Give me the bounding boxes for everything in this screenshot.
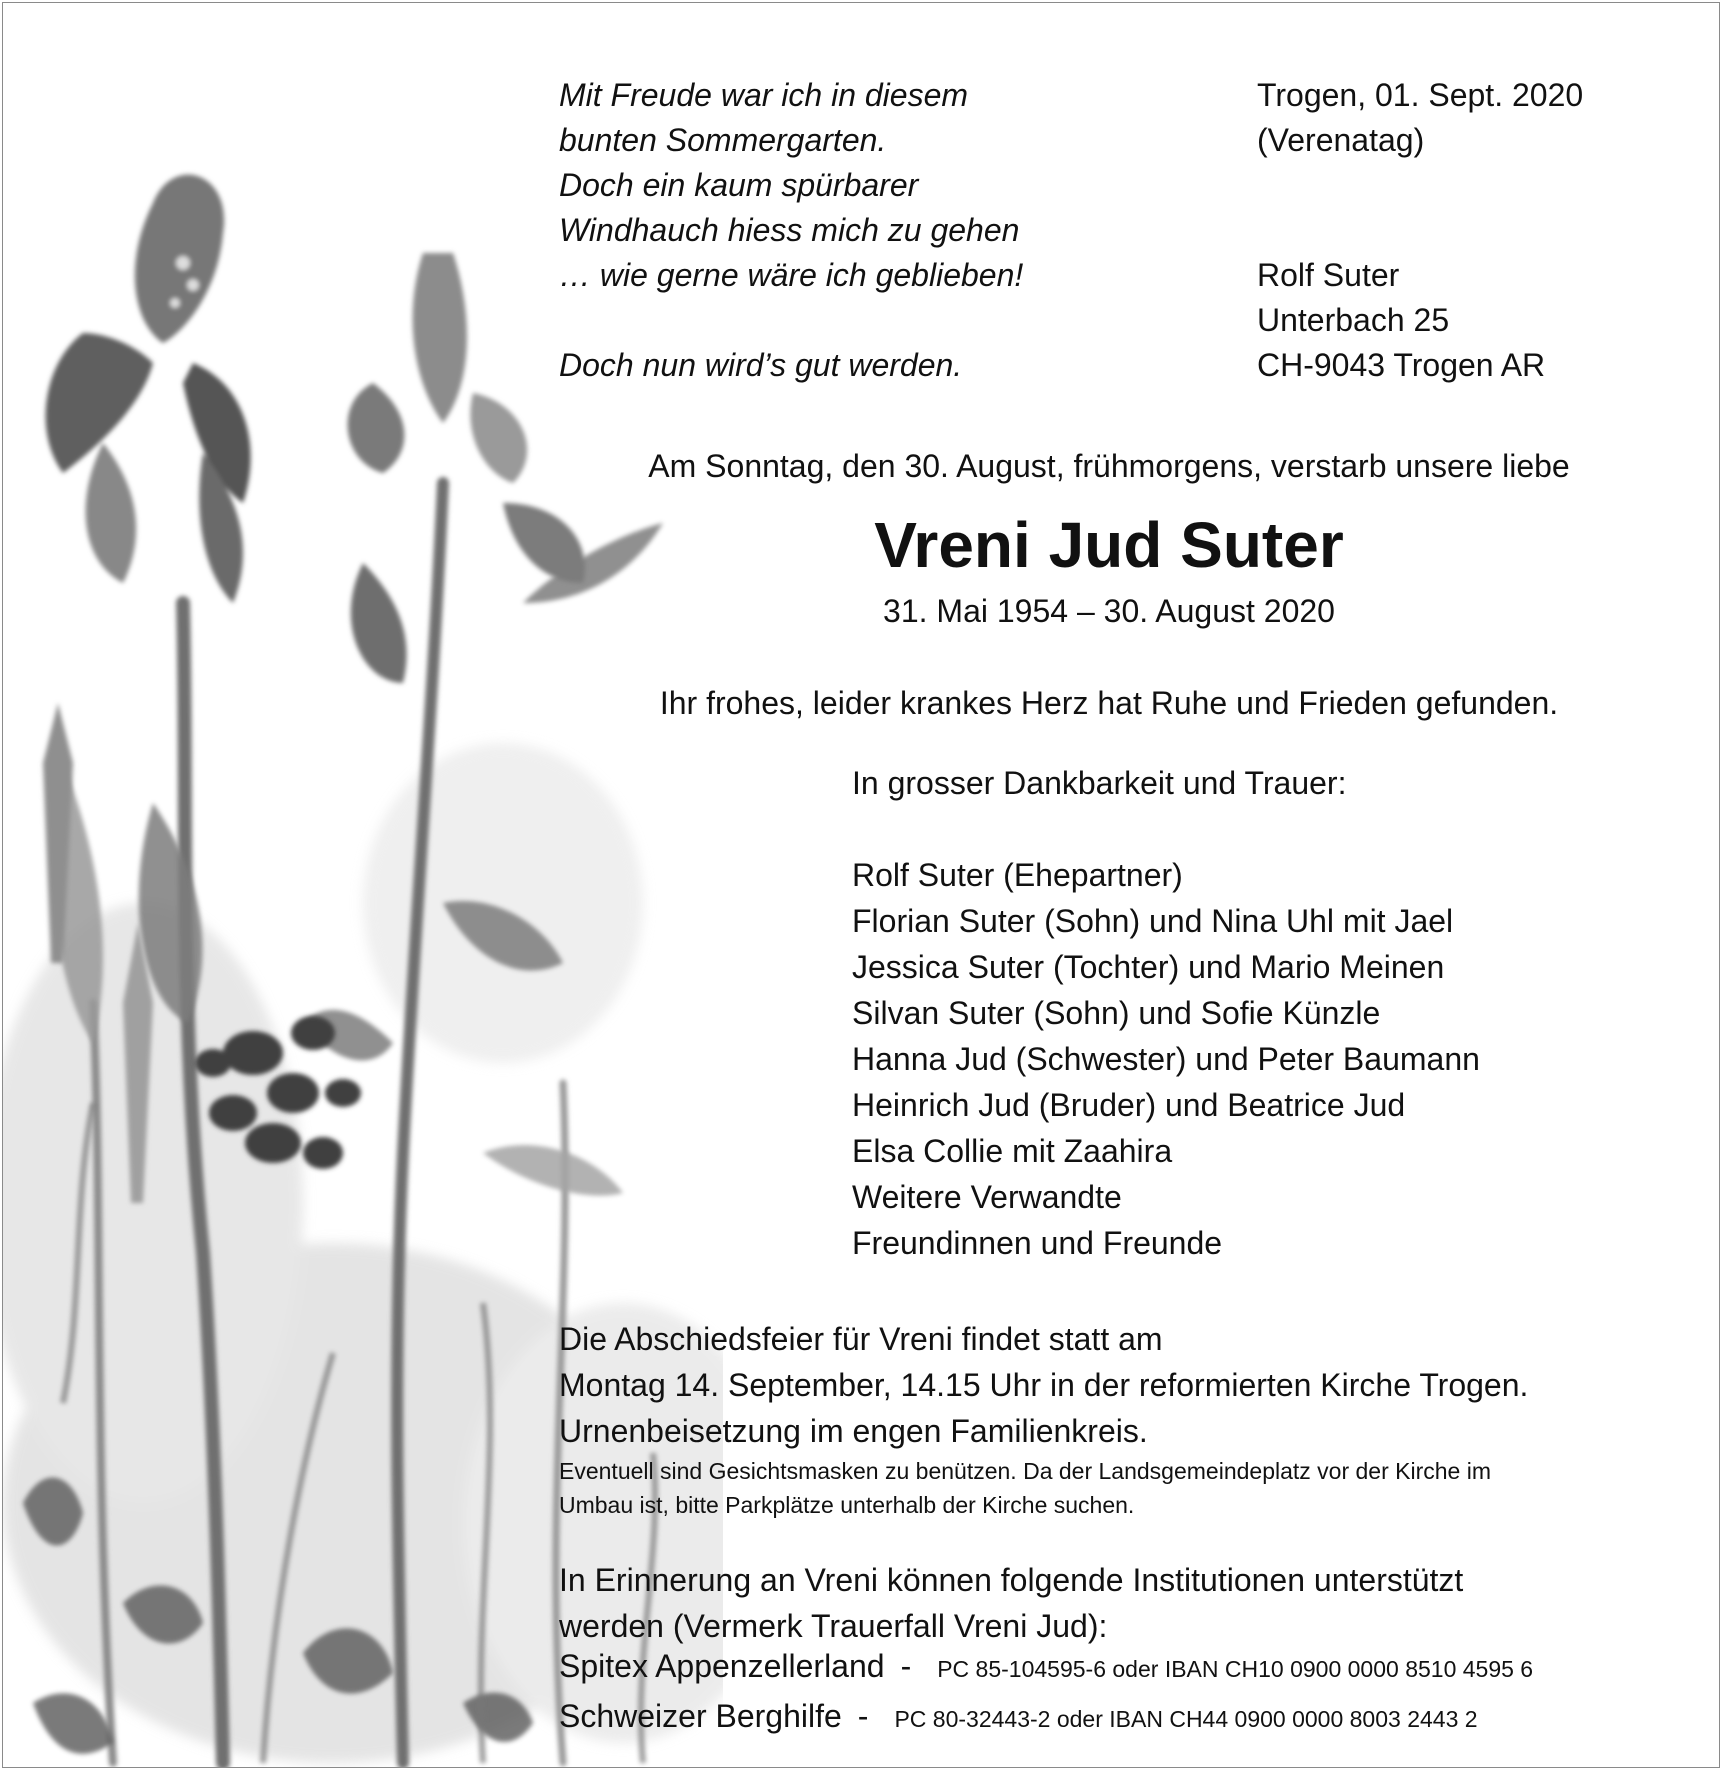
address-spacer — [1257, 163, 1583, 253]
institution-name: Schweizer Berghilfe — [559, 1698, 842, 1734]
mourner-name: Weitere Verwandte — [852, 1179, 1122, 1215]
header-right — [1257, 73, 1583, 388]
mourner-name: Silvan Suter (Sohn) und Sofie Künzle — [852, 995, 1381, 1031]
death-announcement: Am Sonntag, den 30. August, frühmorgens, verstarb unsere liebe — [648, 448, 1570, 484]
institution-row — [559, 1698, 1478, 1735]
mourner-name: Hanna Jud (Schwester) und Peter Baumann — [852, 1041, 1480, 1077]
life-dates: 31. Mai 1954 – 30. August 2020 — [883, 593, 1335, 629]
ceremony-line: Montag 14. September, 14.15 Uhr in der reformierten Kirche Trogen. — [559, 1367, 1529, 1403]
institution-row — [559, 1648, 1533, 1685]
poem-line: … wie gerne wäre ich geblieben! — [559, 257, 1024, 293]
mourners-intro: In grosser Dankbarkeit und Trauer: — [852, 765, 1347, 801]
institution-separator: - — [857, 1698, 869, 1734]
mourner-name: Rolf Suter (Ehepartner) — [852, 857, 1183, 893]
poem-line: bunten Sommergarten. — [559, 122, 887, 158]
mourner-name: Jessica Suter (Tochter) und Mario Meinen — [852, 949, 1445, 985]
mourner-name: Freundinnen und Freunde — [852, 1225, 1223, 1261]
mourner-name: Heinrich Jud (Bruder) und Beatrice Jud — [852, 1087, 1406, 1123]
ceremony-line: Die Abschiedsfeier für Vreni findet statt am — [559, 1321, 1163, 1357]
institution-account: PC 80-32443-2 oder IBAN CH44 0900 0000 8003 2443 2 — [894, 1706, 1478, 1732]
memorial-line: werden (Vermerk Trauerfall Vreni Jud): — [559, 1608, 1108, 1644]
ceremony-note-line: Umbau ist, bitte Parkplätze unterhalb der Kirche suchen. — [559, 1492, 1135, 1518]
poem-line: Doch ein kaum spürbarer — [559, 167, 919, 203]
institution-name: Spitex Appenzellerland — [559, 1648, 885, 1684]
poem-line: Mit Freude war ich in diesem — [559, 77, 969, 113]
memorial-info — [559, 1557, 1463, 1649]
epitaph: Ihr frohes, leider krankes Herz hat Ruhe und Frieden gefunden. — [659, 685, 1559, 721]
institution-account: PC 85-104595-6 oder IBAN CH10 0900 0000 8510 4595 6 — [937, 1656, 1534, 1682]
mourner-name: Florian Suter (Sohn) und Nina Uhl mit Jael — [852, 903, 1454, 939]
poem-spacer — [559, 298, 1023, 343]
poem — [559, 73, 1023, 388]
deceased-name: Vreni Jud Suter — [874, 509, 1344, 581]
memorial-line: In Erinnerung an Vreni können folgende Institutionen unterstützt — [559, 1562, 1464, 1598]
mourners-list — [852, 760, 1480, 1266]
institution-separator: - — [900, 1648, 912, 1684]
ceremony-info — [559, 1316, 1528, 1454]
ceremony-note — [559, 1454, 1491, 1522]
contact-city: CH-9043 Trogen AR — [1257, 347, 1546, 383]
poem-closing: Doch nun wird’s gut werden. — [559, 347, 963, 383]
place-date: Trogen, 01. Sept. 2020 — [1257, 77, 1584, 113]
contact-street: Unterbach 25 — [1257, 302, 1450, 338]
obituary-page — [2, 2, 1720, 1768]
poem-line: Windhauch hiess mich zu gehen — [559, 212, 1020, 248]
contact-name: Rolf Suter — [1257, 257, 1400, 293]
ceremony-line: Urnenbeisetzung im engen Familienkreis. — [559, 1413, 1148, 1449]
day-name: (Verenatag) — [1257, 122, 1425, 158]
mourners-spacer — [852, 806, 1480, 852]
ceremony-note-line: Eventuell sind Gesichtsmasken zu benützen. Da der Landsgemeindeplatz vor der Kirche im — [559, 1458, 1491, 1484]
mourner-name: Elsa Collie mit Zaahira — [852, 1133, 1173, 1169]
